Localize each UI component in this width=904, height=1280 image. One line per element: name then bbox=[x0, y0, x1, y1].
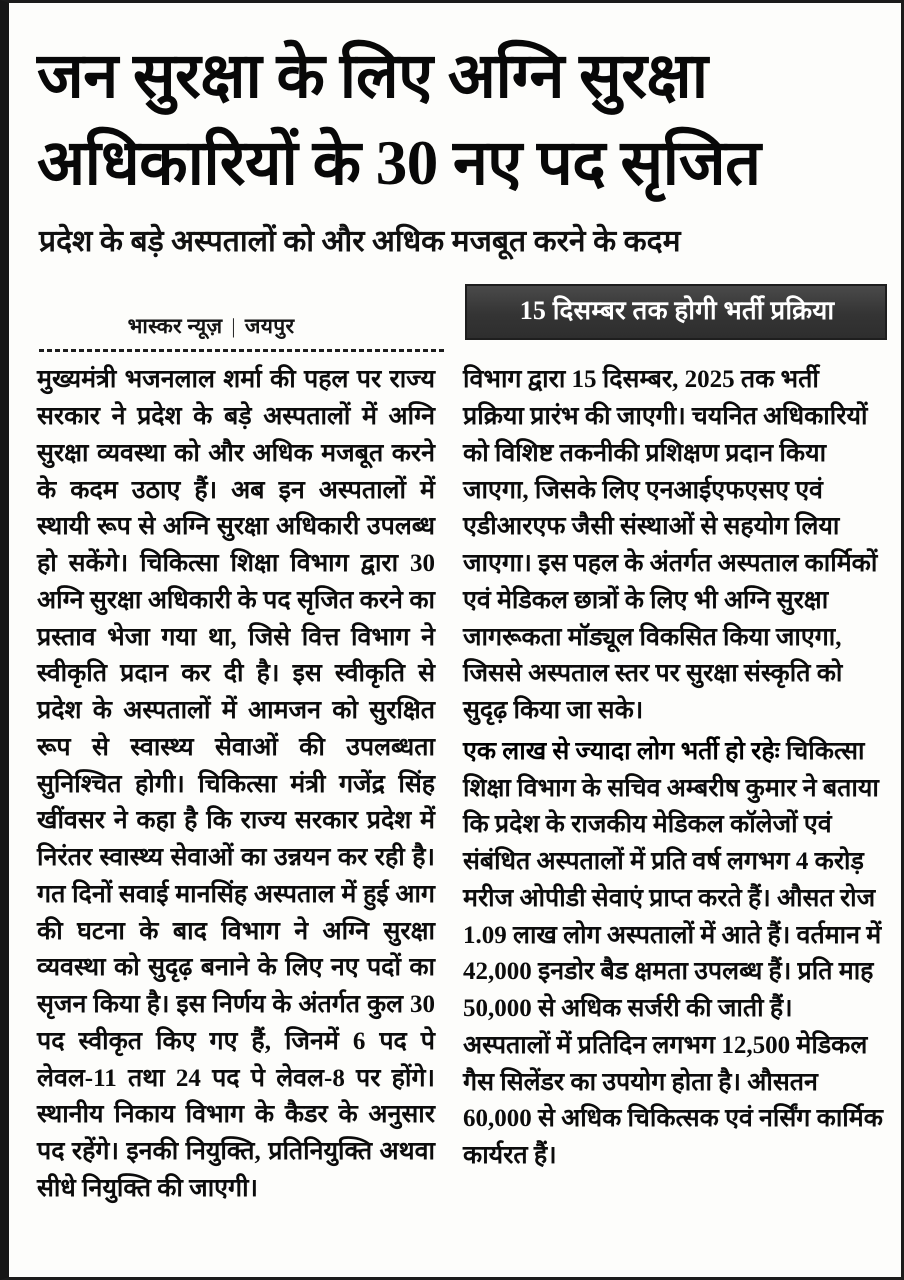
banner-container bbox=[455, 284, 887, 340]
article-columns bbox=[25, 362, 887, 1207]
status-badge: 15 दिसम्बर तक होगी भर्ती प्रक्रिया bbox=[465, 284, 887, 340]
right-column-paragraph-2 bbox=[463, 734, 883, 1175]
page-title bbox=[37, 33, 887, 207]
byline-divider bbox=[39, 349, 445, 352]
article-page bbox=[9, 3, 901, 1277]
byline bbox=[128, 312, 365, 340]
subheadline: प्रदेश के बड़े अस्पतालों को और अधिक मजबूत करने के कदम bbox=[39, 224, 681, 258]
headline-line-2: अधिकारियों के 30 नए पद सृजित bbox=[37, 127, 761, 198]
right-column bbox=[449, 362, 883, 1175]
byline-location: जयपुर bbox=[244, 314, 295, 339]
paragraph-lead-in: एक लाख से ज्यादा लोग भर्ती हो रहेः bbox=[463, 737, 780, 765]
headline-line-1: जन सुरक्षा के लिए अग्नि सुरक्षा bbox=[37, 41, 708, 111]
byline-banner-row bbox=[25, 282, 887, 340]
left-column bbox=[37, 362, 449, 1207]
paragraph-body: चिकित्सा शिक्षा विभाग के सचिव अम्बरीष कुमार ने बताया कि प्रदेश के राजकीय मेडिकल कॉलेजों एवं संबंधित अस्पतालों में प्रति वर्ष लगभग 4 करोड़ मरीज ओपीडी सेवाएं प्राप्त करते हैं। औसत रोज 1.09 लाख लोग अस्पतालों में आते हैं। वर्तमान में 42,000 इनडोर बैड क्षमता उपलब्ध हैं। प्रति माह 50,000 से अधिक सर्जरी की जाती हैं। अस्पतालों में प्रतिदिन लगभग 12,500 मेडिकल गैस सिलेंडर का उपयोग होता है। औसतन 60,000 से अधिक चिकित्सक एवं नर्सिंग कार्मिक कार्यरत हैं। bbox=[463, 737, 883, 1170]
byline-separator: | bbox=[231, 314, 236, 339]
byline-container bbox=[25, 312, 455, 340]
right-column-paragraph-1: विभाग द्वारा 15 दिसम्बर, 2025 तक भर्ती प्रक्रिया प्रारंभ की जाएगी। चयनित अधिकारियों को विशिष्ट तकनीकी प्रशिक्षण प्रदान किया जाएगा, जिसके लिए एनआईएफएसए एवं एडीआरएफ जैसी संस्थाओं से सहयोग लिया जाएगा। इस पहल के अंतर्गत अस्पताल कार्मिकों एवं मेडिकल छात्रों के लिए भी अग्नि सुरक्षा जागरूकता मॉड्यूल विकसित किया जाएगा, जिससे अस्पताल स्तर पर सुरक्षा संस्कृति को सुदृढ़ किया जा सके। bbox=[463, 366, 878, 725]
byline-source: भास्कर न्यूज़ bbox=[127, 314, 223, 339]
left-column-paragraph-1: मुख्यमंत्री भजनलाल शर्मा की पहल पर राज्य सरकार ने प्रदेश के बड़े अस्पतालों में अग्नि सुरक्षा व्यवस्था को और अधिक मजबूत करने के कदम उठाए हैं। अब इन अस्पतालों में स्थायी रूप से अग्नि सुरक्षा अधिकारी उपलब्ध हो सकेंगे। चिकित्सा शिक्षा विभाग द्वारा 30 अग्नि सुरक्षा अधिकारी के पद सृजित करने का प्रस्ताव भेजा गया था, जिसे वित्त विभाग ने स्वीकृति प्रदान कर दी है। इस स्वीकृति से प्रदेश के अस्पतालों में आमजन को सुरक्षित रूप से स्वास्थ्य सेवाओं की उपलब्धता सुनिश्चित होगी। चिकित्सा मंत्री गजेंद्र सिंह खींवसर ने कहा है कि राज्य सरकार प्रदेश में निरंतर स्वास्थ्य सेवाओं का उन्नयन कर रही है। गत दिनों सवाई मानसिंह अस्पताल में हुई आग की घटना के बाद विभाग ने अग्नि सुरक्षा व्यवस्था को सुदृढ़ बनाने के लिए नए पदों का सृजन किया है। इस निर्णय के अंतर्गत कुल 30 पद स्वीकृत किए गए हैं, जिनमें 6 पद पे लेवल-11 तथा 24 पद पे लेवल-8 पर होंगे। स्थानीय निकाय विभाग के कैडर के अनुसार पद रहेंगे। इनकी नियुक्ति, प्रतिनियुक्ति अथवा सीधे नियुक्ति की जाएगी। bbox=[37, 366, 435, 1202]
